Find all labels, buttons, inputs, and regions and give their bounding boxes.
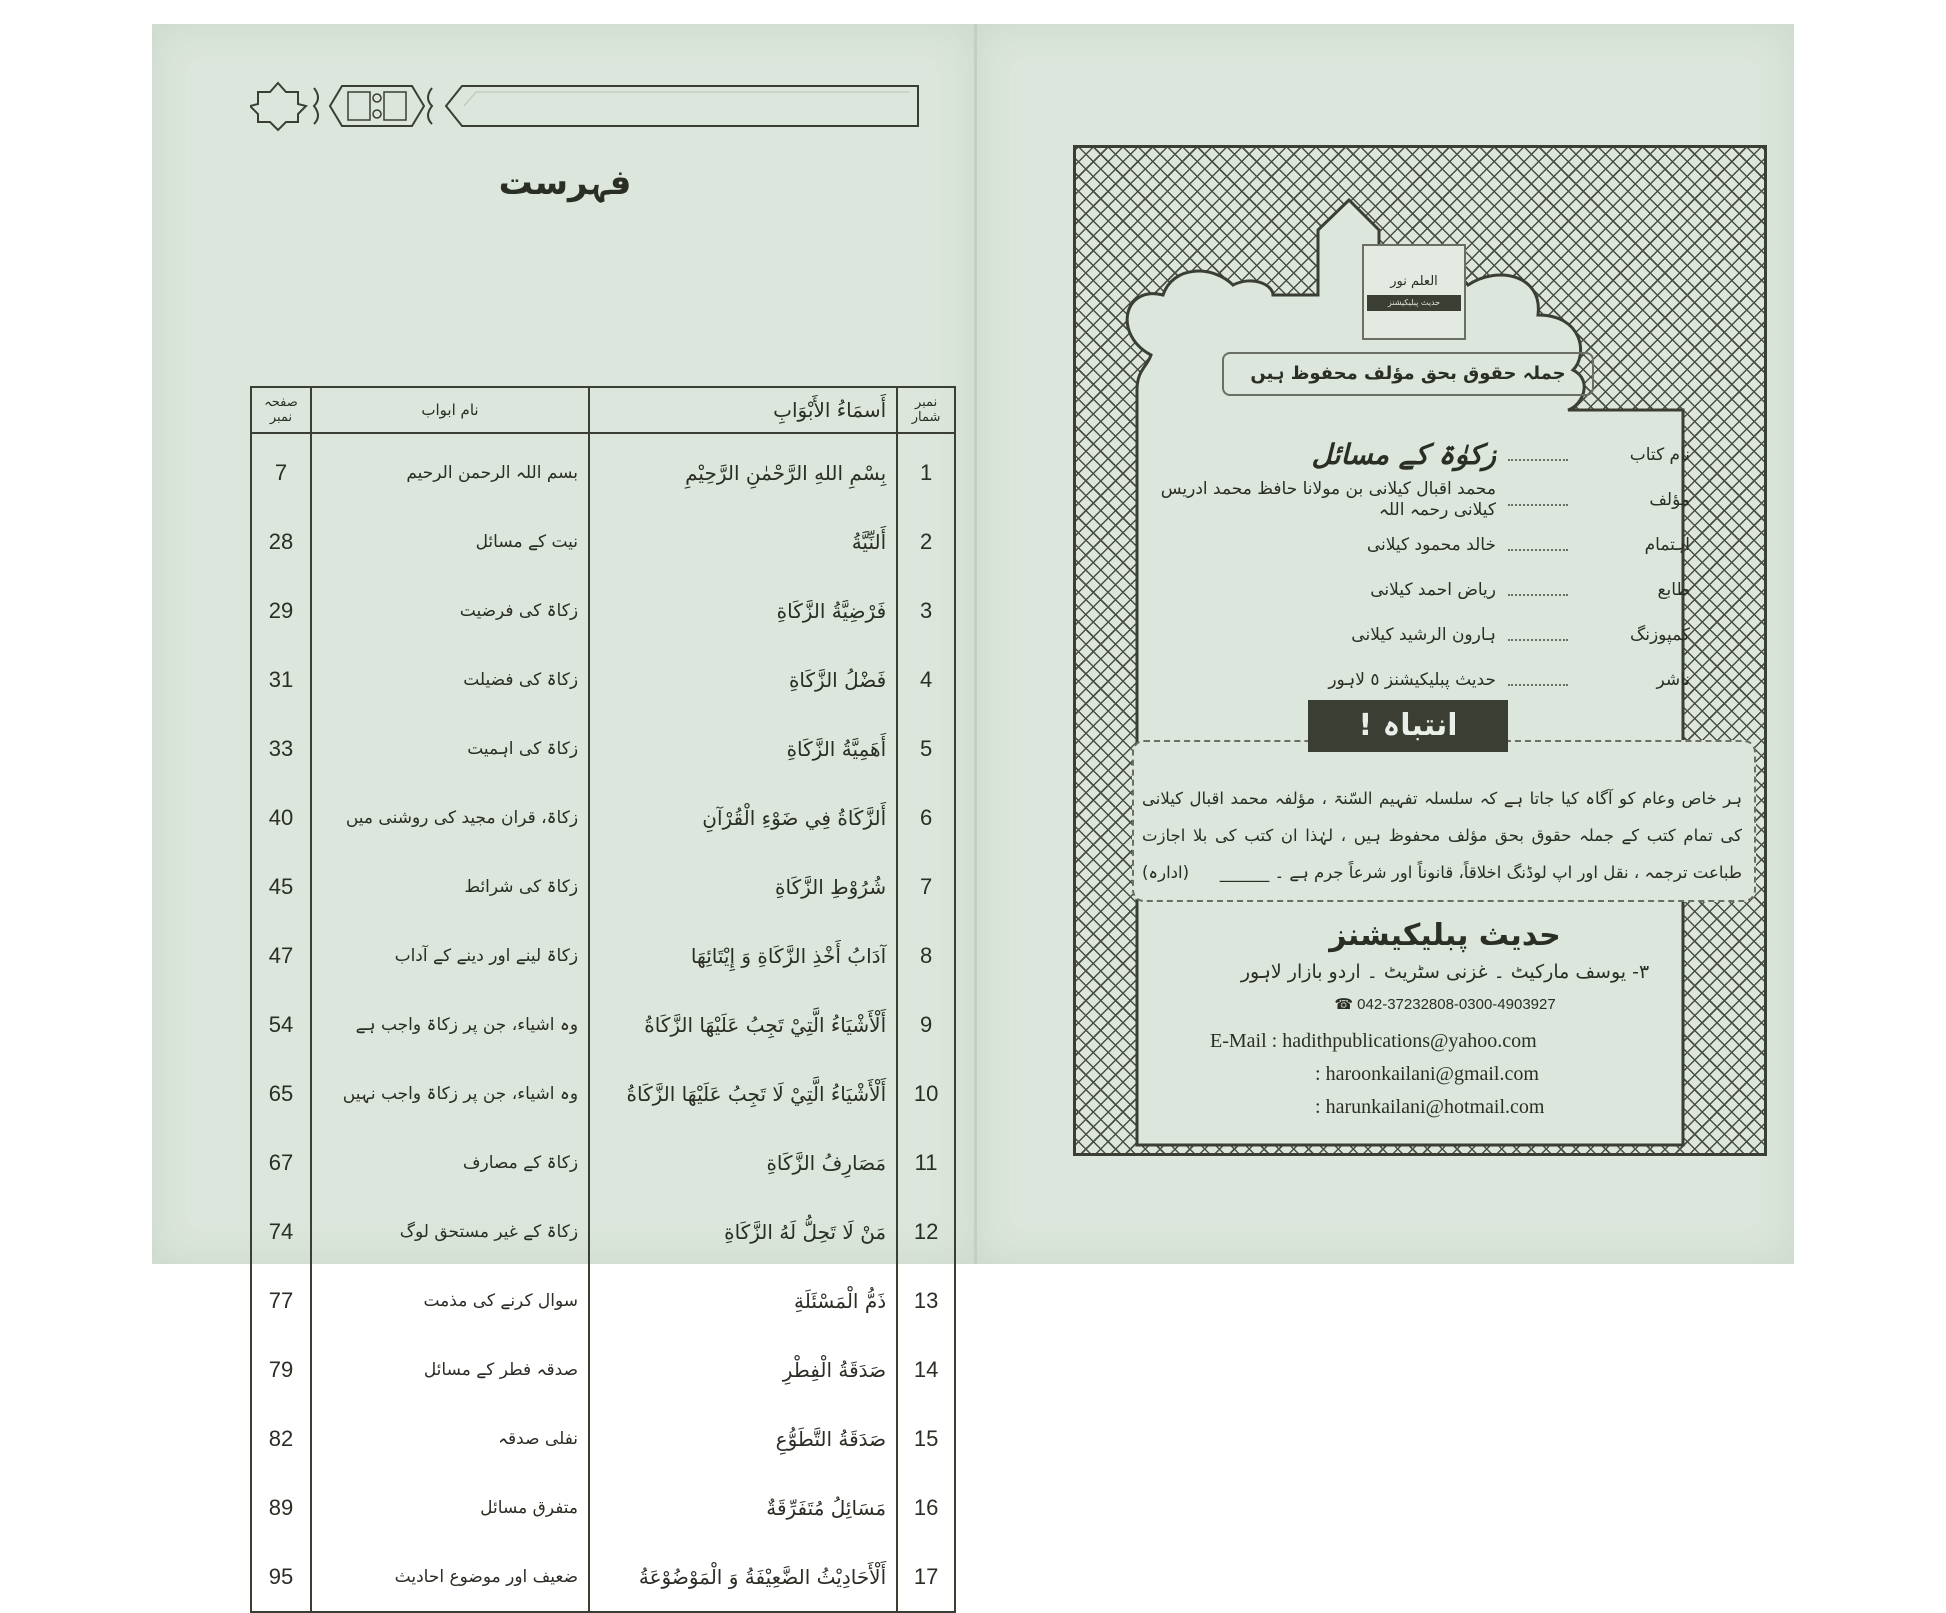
book-spine: [974, 24, 977, 1264]
toc-urdu-chapter: بسم اللہ الرحمن الرحیم: [311, 433, 589, 507]
toc-row: [251, 507, 955, 576]
toc-arabic-chapter: أَهَمِيَّةُ الزَّكَاةِ: [589, 714, 897, 783]
publisher-name: حدیث پبلیکیشنز: [1329, 918, 1561, 953]
info-row: [1150, 612, 1690, 657]
toc-page-number: 47: [251, 921, 311, 990]
dotted-leader: [1508, 539, 1568, 551]
toc-arabic-chapter: فَرْضِيَّةُ الزَّكَاةِ: [589, 576, 897, 645]
toc-arabic-chapter: أَلْأَشْيَاءُ الَّتِيْ لَا تَجِبُ عَلَيْهَا الزَّكَاةُ: [589, 1059, 897, 1128]
toc-header-row: [251, 387, 955, 433]
header-urdu-chapter: نام ابواب: [311, 387, 589, 433]
info-row: [1150, 567, 1690, 612]
toc-row: [251, 1059, 955, 1128]
toc-page-number: 95: [251, 1542, 311, 1612]
toc-urdu-chapter: زکاۃ، قران مجید کی روشنی میں: [311, 783, 589, 852]
toc-row: [251, 1542, 955, 1612]
toc-serial: 2: [897, 507, 955, 576]
toc-page-number: 82: [251, 1404, 311, 1473]
toc-urdu-chapter: وہ اشیاء، جن پر زکاۃ واجب ہے: [311, 990, 589, 1059]
toc-row: [251, 1197, 955, 1266]
warning-body: ہر خاص وعام کو آگاہ کیا جاتا ہے کہ سلسلہ تفہیم السّنۃ ، مؤلفہ محمد اقبال کیلانی کی تمام کتب کے جملہ حقوق بحق مؤلف محفوظ ہیں ، لہٰذا ان کتب کی بلا اجازت طباعت ترجمہ ، نقل اور اپ لوڈنگ اخلاقاً، قانوناً اور شرعاً جرم ہے ۔ ______: [1142, 789, 1742, 882]
toc-row: [251, 1128, 955, 1197]
toc-urdu-chapter: ضعیف اور موضوع احادیث: [311, 1542, 589, 1612]
toc-urdu-chapter: نیت کے مسائل: [311, 507, 589, 576]
toc-page-number: 65: [251, 1059, 311, 1128]
info-label: ناشر: [1656, 669, 1690, 690]
toc-arabic-chapter: فَضْلُ الزَّكَاةِ: [589, 645, 897, 714]
toc-arabic-chapter: أَلزَّكَاةُ فِي ضَوْءِ الْقُرْآنِ: [589, 783, 897, 852]
info-row: [1150, 657, 1690, 702]
toc-page-number: 79: [251, 1335, 311, 1404]
toc-page-number: 89: [251, 1473, 311, 1542]
toc-serial: 9: [897, 990, 955, 1059]
info-value: ہارون الرشید کیلانی: [1351, 625, 1496, 645]
toc-page-number: 33: [251, 714, 311, 783]
toc-title: فہرست: [498, 163, 632, 203]
email-2[interactable]: haroonkailani@gmail.com: [1325, 1063, 1539, 1085]
info-value: خالد محمود کیلانی: [1366, 534, 1496, 555]
dotted-leader: [1508, 584, 1568, 596]
toc-row: [251, 852, 955, 921]
publisher-address: ٣- یوسف مارکیٹ ۔ غزنی سٹریٹ ۔ اردو بازار لاہور: [1240, 961, 1650, 983]
dotted-leader: [1508, 449, 1568, 461]
toc-table: [250, 386, 956, 1613]
toc-urdu-chapter: سوال کرنے کی مذمت: [311, 1266, 589, 1335]
toc-row: [251, 783, 955, 852]
toc-serial: 5: [897, 714, 955, 783]
toc-serial: 15: [897, 1404, 955, 1473]
toc-serial: 1: [897, 433, 955, 507]
logo-text: العلم نور: [1390, 273, 1438, 289]
email-line: [1210, 1025, 1750, 1058]
info-value: محمد اقبال کیلانی بن مولانا حافظ محمد ادریس کیلانی رحمہ اللہ: [1160, 479, 1496, 520]
toc-row: [251, 433, 955, 507]
toc-row: [251, 576, 955, 645]
toc-row: [251, 1473, 955, 1542]
toc-row: [251, 990, 955, 1059]
toc-row: [251, 1404, 955, 1473]
publisher-phone: 042-37232808-0300-4903927: [1357, 996, 1556, 1013]
toc-serial: 4: [897, 645, 955, 714]
warning-signature: (ادارہ): [1142, 863, 1190, 882]
toc-serial: 8: [897, 921, 955, 990]
warning-title: انتباہ !: [1308, 700, 1508, 752]
toc-urdu-chapter: زکاۃ کی فضیلت: [311, 645, 589, 714]
info-row: [1150, 477, 1690, 522]
toc-row: [251, 1266, 955, 1335]
toc-page-number: 67: [251, 1128, 311, 1197]
info-label: مؤلف: [1649, 489, 1690, 510]
toc-urdu-chapter: متفرق مسائل: [311, 1473, 589, 1542]
toc-body: [251, 433, 955, 1612]
toc-arabic-chapter: مَصَارِفُ الزَّكَاةِ: [589, 1128, 897, 1197]
publisher-block: [1140, 910, 1750, 1124]
email-3[interactable]: harunkailani@hotmail.com: [1325, 1096, 1545, 1118]
toc-arabic-chapter: أَلنِّيَّةُ: [589, 507, 897, 576]
toc-page-number: 7: [251, 433, 311, 507]
toc-row: [251, 714, 955, 783]
info-label: نام کتاب: [1629, 444, 1690, 465]
warning-text: [1142, 780, 1742, 891]
info-row: [1150, 522, 1690, 567]
info-row: [1150, 432, 1690, 477]
info-label: طابع: [1657, 579, 1690, 600]
toc-arabic-chapter: مَسَائِلُ مُتَفَرِّقَةٌ: [589, 1473, 897, 1542]
header-arabic-chapter: أَسمَاءُ الأَبْوَابِ: [589, 387, 897, 433]
toc-row: [251, 921, 955, 990]
toc-arabic-chapter: ذَمُّ الْمَسْئَلَةِ: [589, 1266, 897, 1335]
toc-serial: 3: [897, 576, 955, 645]
toc-arabic-chapter: صَدَقَةُ الْفِطْرِ: [589, 1335, 897, 1404]
toc-arabic-chapter: مَنْ لَا تَحِلُّ لَهُ الزَّكَاةِ: [589, 1197, 897, 1266]
toc-arabic-chapter: شُرُوْطِ الزَّكَاةِ: [589, 852, 897, 921]
toc-urdu-chapter: زکاۃ کی اہمیت: [311, 714, 589, 783]
toc-page-number: 74: [251, 1197, 311, 1266]
publisher-phone-line: [1140, 995, 1750, 1013]
info-value: ریاض احمد کیلانی: [1370, 579, 1496, 600]
rights-notice: جملہ حقوق بحق مؤلف محفوظ ہیں: [1222, 352, 1594, 396]
email-list: [1210, 1025, 1750, 1124]
publisher-logo: [1362, 244, 1466, 340]
toc-urdu-chapter: زکاۃ کے مصارف: [311, 1128, 589, 1197]
info-value: زکوٰۃ کے مسائل: [1311, 438, 1496, 471]
toc-page-number: 40: [251, 783, 311, 852]
toc-serial: 7: [897, 852, 955, 921]
toc-arabic-chapter: أَلْأَشْيَاءُ الَّتِيْ تَجِبُ عَلَيْهَا الزَّكَاةُ: [589, 990, 897, 1059]
toc-page-number: 29: [251, 576, 311, 645]
header-page: صفحہ نمبر: [251, 387, 311, 433]
email-line: : harunkailani@hotmail.com: [1315, 1096, 1545, 1118]
phone-icon: ☎: [1334, 996, 1353, 1013]
toc-urdu-chapter: زکاۃ کے غیر مستحق لوگ: [311, 1197, 589, 1266]
toc-urdu-chapter: زکاۃ لینے اور دینے کے آداب: [311, 921, 589, 990]
toc-page-number: 45: [251, 852, 311, 921]
ornamental-header-icon: [250, 78, 920, 133]
email-label: E-Mail :: [1210, 1030, 1278, 1052]
toc-serial: 13: [897, 1266, 955, 1335]
toc-page-number: 54: [251, 990, 311, 1059]
book-info: [1150, 432, 1690, 702]
email-1[interactable]: hadithpublications@yahoo.com: [1282, 1030, 1537, 1052]
toc-row: [251, 1335, 955, 1404]
logo-ribbon: حدیث پبلیکیشنز: [1367, 295, 1461, 311]
toc-arabic-chapter: آدَابُ أَخْذِ الزَّكَاةِ وَ إِيْتَائِهَا: [589, 921, 897, 990]
toc-arabic-chapter: بِسْمِ اللهِ الرَّحْمٰنِ الرَّحِيْمِ: [589, 433, 897, 507]
info-label: کمپوزنگ: [1630, 624, 1690, 645]
toc-page-number: 28: [251, 507, 311, 576]
toc-serial: 11: [897, 1128, 955, 1197]
toc-serial: 14: [897, 1335, 955, 1404]
header-serial: نمبر شمار: [897, 387, 955, 433]
toc-arabic-chapter: أَلْأَحَادِيْثُ الضَّعِيْفَةُ وَ الْمَوْضُوْعَةُ: [589, 1542, 897, 1612]
email-line: : haroonkailani@gmail.com: [1315, 1063, 1539, 1085]
dotted-leader: [1508, 629, 1568, 641]
toc-serial: 6: [897, 783, 955, 852]
toc-page-number: 77: [251, 1266, 311, 1335]
toc-urdu-chapter: وہ اشیاء، جن پر زکاۃ واجب نہیں: [311, 1059, 589, 1128]
toc-urdu-chapter: صدقہ فطر کے مسائل: [311, 1335, 589, 1404]
toc-urdu-chapter: نفلی صدقہ: [311, 1404, 589, 1473]
toc-serial: 10: [897, 1059, 955, 1128]
toc-urdu-chapter: زکاۃ کی شرائط: [311, 852, 589, 921]
toc-urdu-chapter: زکاۃ کی فرضیت: [311, 576, 589, 645]
toc-row: [251, 645, 955, 714]
toc-page-number: 31: [251, 645, 311, 714]
dotted-leader: [1508, 674, 1568, 686]
dotted-leader: [1508, 494, 1568, 506]
toc-serial: 12: [897, 1197, 955, 1266]
toc-serial: 16: [897, 1473, 955, 1542]
info-value: حدیث پبلیکیشنز ٥ لاہور: [1328, 670, 1496, 690]
toc-serial: 17: [897, 1542, 955, 1612]
info-label: اہتمام: [1644, 535, 1690, 555]
toc-arabic-chapter: صَدَقَةُ التَّطَوُّعِ: [589, 1404, 897, 1473]
